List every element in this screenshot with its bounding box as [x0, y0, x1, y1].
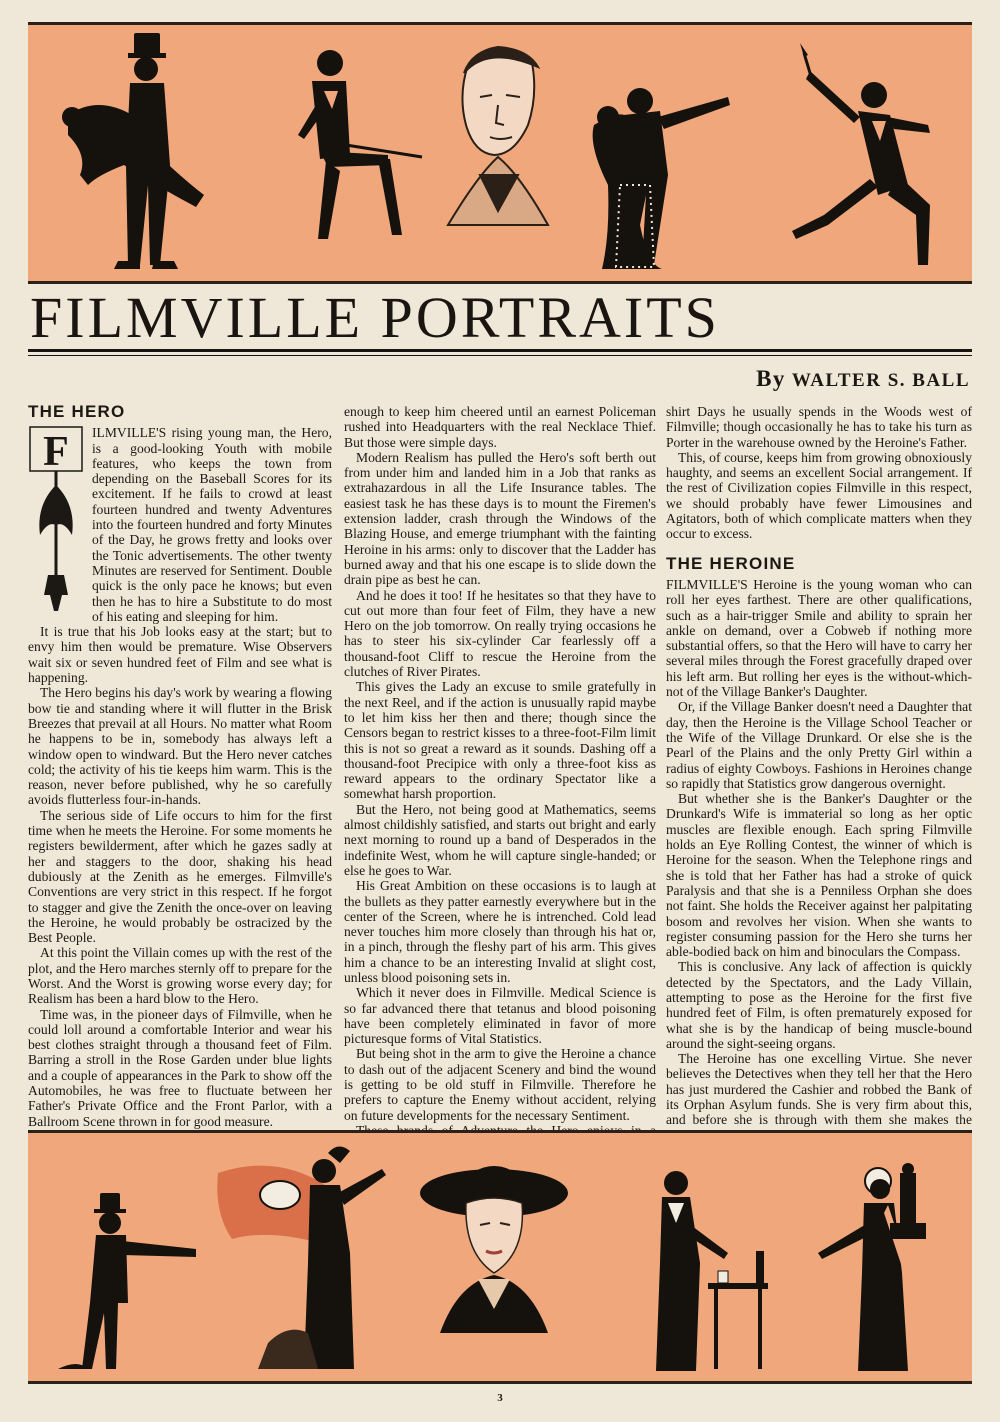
hero-continued-4: This gives the Lady an excuse to smile gratefully in the next Reel, and if the action is unusually rapid maybe to let him kiss her then and there; though since the Censors began to restrict kisses to a three-foot-Film limit this is not so great a reward as it sounds. Dashing off a thousand-foot Precipice with only a three-foot kiss as reward appears to the ordinary Spectator like a somewhat harsh proportion.	[344, 679, 656, 802]
hero-continued-6: His Great Ambition on these occasions is to laugh at the bullets as they patter earnestly everywhere but in the center of the Screen, where he is intrenched. Cold lead never touches him more closely than through his hat or, in a pinch, through the fleshy part of his arm. This gives him a chance to be an interesting Invalid at slight cost, unless blood poisoning sets in.	[344, 878, 656, 985]
hero-portrait-sketch	[448, 47, 548, 225]
hero-paragraph-6: Time was, in the pioneer days of Filmville, when he could loll around a comfortable Interior and wear his best clothes straight through a thousand feet of Film. Barring a stroll in the Rose Garden under blue lights and a couple of appearances in the Park to show off the Automobiles, he was free to fluctuate between her Father's Private Office and the Front Parlor, with a Ballroom Scene thrown in for good measure.	[28, 1006, 332, 1129]
title-rule-thin	[28, 355, 972, 356]
bottom-illustration-band	[28, 1130, 972, 1384]
hero-continued-5: But the Hero, not being good at Mathematics, seems almost childishly satisfied, and starts out bright and early next morning to round up a band of Desperados in the indefinite West, whom he will capture single-handed; or else he goes to War.	[344, 801, 656, 878]
hero-continued-2: Modern Realism has pulled the Hero's soft berth out from under him and landed him in a Job that ranks as extrahazardous in all the Life Insurance tables. The easiest task he has these days is to mount the Firemen's extension ladder, crash through the Windows of the Blazing House, and emerge triumphant with the fainting Heroine in his arms: only to discover that the Ladder has burned away and that his one escape is to slide down the drain pipe as best he can.	[344, 449, 656, 588]
hero-continued-3: And he does it too! If he hesitates so that they have to cut out more than four feet of Film, they have a new Hero on the job tomorrow. On really trying occasions he has to steer his six-cylinder Car fearlessly off a thousand-foot Cliff to rescue the Heroine from the clutches of River Pirates.	[344, 587, 656, 680]
heroine-p1-text: Heroine is the young woman who can roll her eyes farthest. There are other qualifications, such as a hair-trigger Smile and ability to sprain her ankle on demand, over a Cobweb if nothing more substantial offers, so that the Hero will have to carry her several miles through the Forest gracefully draped over his left arm. But rolling her eyes is the without-which-not of the Village Banker's Daughter.	[666, 576, 973, 700]
hero-paragraph-5: At this point the Villain comes up with the rest of the plot, and the Hero marches sternly off to prepare for the Worst. And the Worst is growing worse every day; for Realism has been a hard blow to the Hero.	[28, 945, 332, 1007]
embracing-couple-silhouette	[593, 88, 730, 269]
byline-prefix: By	[756, 366, 786, 391]
pointing-man-silhouette	[58, 1193, 196, 1369]
hero-paragraph-4: The serious side of Life occurs to him for the first time when he meets the Heroine. For some moments he registers bewilderment, after which he gazes sadly at her and staggers to the door, shaking his head dubiously at the Zenith as he emerges. Filmville's Conventions are very strict in this respect. If he forgot to stagger and give the Zenith the once-over on leaving the Heroine, he would probably be ostracized by the Best People.	[28, 807, 332, 946]
drop-cap-letter: F	[43, 429, 69, 476]
top-illustration-band	[28, 22, 972, 284]
hero-continued-7: Which it never does in Filmville. Medical Science is so far advanced there that tetanus and blood poisoning have been completely eliminated in favor of more picturesque forms of Vital Statistics.	[344, 985, 656, 1047]
hero-first-word: ILMVILLE'S	[92, 425, 167, 441]
column-2	[344, 404, 656, 1123]
drop-cap-ornament	[28, 425, 84, 615]
seated-man-silhouette	[298, 50, 422, 239]
title-rule-thick	[28, 349, 972, 352]
heroine-heading: THE HEROINE	[666, 553, 796, 573]
hero-continued-1: enough to keep him cheered until an earnest Policeman rushed into Headquarters with the real Necklace Thief. But those were simple days.	[344, 404, 656, 450]
heroine-paragraph-5: The Heroine has one excelling Virtue. She never believes the Detectives when they tell her that the Hero has just murdered the Cashier and robbed the Bank of its Orphan Asylum funds. She is very firm about this, and before she is through with them she makes the	[666, 1051, 972, 1128]
hero-paragraph-2: It is true that his Job looks easy at the start; but to envy him then would be premature. Wise Observers wait six or seven hundred feet of Film and see what is happening.	[28, 624, 332, 686]
column-3	[666, 404, 973, 1128]
hero-p1-text: rising young man, the Hero, is a good-looking Youth with mobile features, who keeps the town from depending on the Baseball Scores for its excitement. If he fails to crowd at least fourteen hundred and twenty Adventures into the fourteen hundred and forty Minutes of the Day, he grows fretty and looks over the Tonic advertisements. The other twenty Minutes are reserved for Sentiment. Double quick is the only pace he knows; but even then he has to hire a Substitute to do most of his eating and sleeping for him.	[92, 425, 332, 624]
hero-heading: THE HERO	[28, 402, 126, 421]
heroine-paragraph-2: Or, if the Village Banker doesn't need a Daughter that day, then the Heroine is the Village School Teacher or the Wife of the Village Drunkard. Or else she is the Pearl of the Plains and the only Pretty Girl within a radius of eighty Cowboys. Fashions in Heroines change so rapidly that Statistics grow dangerous overnight.	[666, 699, 972, 791]
hero-continued-8: But being shot in the arm to give the Heroine a chance to dash out of the adjacent Scenery and bind the wound is getting to be old stuff in Filmville. Therefore he prefers to capture the Enemy without accident, relying on future developments for the necessary Sentiment.	[344, 1046, 656, 1123]
hero-continued-10: shirt Days he usually spends in the Woods west of Filmville; though occasionally he has to take his turn as Porter in the warehouse owned by the Heroine's Father.	[666, 404, 972, 450]
page-title: FILMVILLE PORTRAITS	[30, 285, 720, 350]
hero-carrying-heroine-silhouette	[62, 33, 204, 269]
waitress-silhouette	[656, 1171, 768, 1371]
top-silhouettes	[28, 25, 972, 281]
hero-continued-11: This, of course, keeps him from growing obnoxiously haughty, and seems an excellent Social arrangement. If the rest of Civilization copies Filmville in this respect, we should probably have fewer Limousines and Agitators, both of which complicate matters when they occur to excess.	[666, 449, 972, 542]
woman-on-telephone-silhouette	[818, 1163, 926, 1371]
heroine-paragraph-1	[666, 577, 972, 699]
woman-with-cape-silhouette	[217, 1146, 386, 1369]
byline-author: WALTER S. BALL	[791, 370, 970, 391]
page-number: 3	[497, 1392, 503, 1404]
heroine-paragraph-3: But whether she is the Banker's Daughter or the Drunkard's Wife is immaterial so long as her optic muscles are flexible enough. Each spring Filmville holds an Eye Rolling Contest, the winner of which is Heroine for the season. When the Telephone rings and she is told that her Father has had a stroke of quick Paralysis and that she is a Penniless Orphan she does not faint. She holds the Receiver against her palpitating bosom and revolves her vision. When she wants to register consuming passion for the Hero she turns her able-bodied back on him and binoculars the Compass.	[666, 791, 972, 960]
heroine-paragraph-4: This is conclusive. Any lack of affection is quickly detected by the Spectators, and the Lady Villain, attempting to pose as the Heroine for the first five hundred feet of Film, is often prematurely exposed for what she is by the handicap of being muscle-bound around the sight-seeing organs.	[666, 959, 972, 1051]
hero-paragraph-3: The Hero begins his day's work by wearing a flowing bow tie and standing where it will flutter in the Brisk Breezes that prevail at all Hours. No matter what Room he happens to be in, somebody has always left a window open to windward. But the Hero never catches cold; the activity of his tie keeps him warm. This is the reason, never before published, why he so carefully avoids flutterless four-in-hands.	[28, 685, 332, 808]
villain-with-dagger-silhouette	[792, 43, 930, 265]
bottom-silhouettes	[28, 1133, 972, 1381]
heroine-portrait-sketch	[420, 1166, 568, 1333]
column-1	[28, 402, 332, 1129]
byline	[756, 366, 970, 392]
heroine-first-word: FILMVILLE'S	[666, 576, 748, 592]
